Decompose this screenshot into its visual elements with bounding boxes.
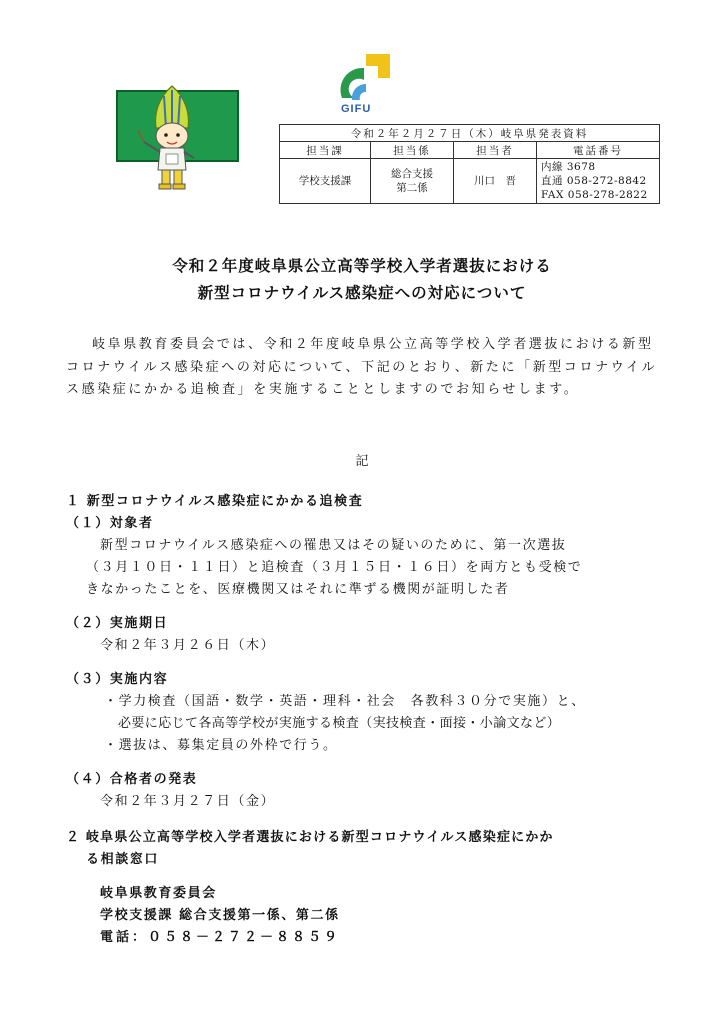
target-line-3: きなかったことを、医療機関又はそれに準ずる機関が証明した者 [86, 582, 510, 597]
dept-cell: 学校支援課 [280, 159, 371, 204]
content-line-2: 必要に応じて各高等学校が実施する検査（実技検査・面接・小論文など） [118, 716, 561, 731]
header-dept: 担当課 [280, 142, 371, 159]
gifu-logo-text: GIFU [341, 103, 372, 115]
release-date-cell: 令和２年２月２７日（木）岐阜県発表資料 [280, 125, 660, 142]
date-value: 令和２年３月２６日（木） [100, 638, 276, 653]
contact-phone: 電話：０５８－２７２－８８５９ [100, 930, 341, 945]
section-line-2: 第二係 [396, 182, 428, 194]
press-release-table [279, 124, 660, 204]
phone-direct: 直通 058-272-8842 [541, 175, 647, 187]
section2-heading-line-2: る相談窓口 [86, 852, 160, 867]
phone-extension: 内線 3678 [541, 161, 596, 173]
content-heading: （３）実施内容 [66, 672, 169, 687]
announce-heading: （４）合格者の発表 [66, 772, 198, 787]
target-line-1: 新型コロナウイルス感染症への罹患又はその疑いのために、第一次選抜 [100, 538, 567, 553]
announce-value: 令和２年３月２７日（金） [100, 794, 276, 809]
contact-org: 岐阜県教育委員会 [100, 886, 217, 901]
contact-dept: 学校支援課 総合支援第一係、第二係 [100, 908, 340, 923]
header-person: 担当者 [454, 142, 537, 159]
content-line-1: ・学力検査（国語・数学・英語・理科・社会 各教科３０分で実施）と、 [104, 694, 586, 709]
section2-heading-line-1: ２ 岐阜県公立高等学校入学者選抜における新型コロナウイルス感染症にかか [66, 830, 554, 845]
header-section: 担当係 [371, 142, 454, 159]
section-line-1: 総合支援 [391, 168, 433, 180]
target-line-2: （３月１０日・１１日）と追検査（３月１５日・１６日）を両方とも受検で [86, 560, 583, 575]
person-cell: 川口 晋 [454, 159, 537, 204]
target-heading: （１）対象者 [66, 516, 154, 531]
phone-fax: FAX 058-278-2822 [541, 189, 648, 201]
document-title-line-2: 新型コロナウイルス感染症への対応について [197, 284, 527, 302]
ki-marker: 記 [355, 454, 369, 469]
intro-paragraph: 岐阜県教育委員会では、令和２年度岐阜県公立高等学校入学者選抜における新型コロナウイルス感染症への対応について、下記のとおり、新たに「新型コロナウイルス感染症にかかる追検査」を実施することとしますのでお知らせします。 [66, 337, 658, 397]
content-line-3: ・選抜は、募集定員の外枠で行う。 [104, 738, 338, 753]
header-phone: 電話番号 [537, 142, 660, 159]
date-heading: （２）実施期日 [66, 616, 169, 631]
section-cell [371, 159, 454, 204]
document-title-line-1: 令和２年度岐阜県公立高等学校入学者選抜における [172, 257, 552, 275]
section1-heading: １ 新型コロナウイルス感染症にかかる追検査 [66, 494, 364, 509]
phone-cell [537, 159, 660, 204]
mascot-illustration [136, 84, 208, 192]
